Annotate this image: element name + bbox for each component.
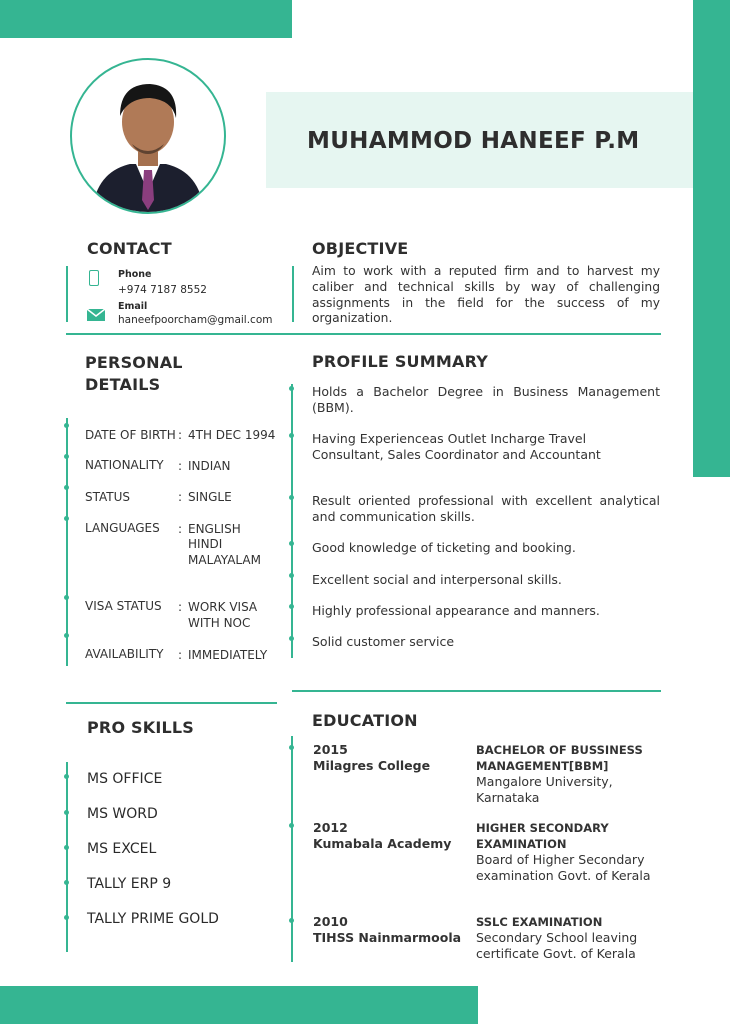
profile-item: Good knowledge of ticketing and booking. bbox=[312, 540, 576, 555]
education-heading: EDUCATION bbox=[312, 711, 418, 730]
profile-item: Having Experienceas Outlet Incharge Travel Consultant, Sales Coordinator and Accountant bbox=[312, 431, 601, 462]
dob-sep: : bbox=[178, 428, 183, 442]
availability-sep: : bbox=[178, 648, 183, 662]
visa-sep: : bbox=[178, 600, 183, 614]
email-icon bbox=[87, 306, 105, 325]
phone-icon bbox=[89, 270, 99, 286]
skill-item: TALLY ERP 9 bbox=[87, 876, 172, 892]
skill-item: MS OFFICE bbox=[87, 771, 163, 787]
edu-detail: Board of Higher Secondary bbox=[476, 852, 645, 867]
profile-photo bbox=[70, 58, 226, 214]
person-photo-icon bbox=[72, 60, 224, 212]
availability-value: IMMEDIATELY bbox=[188, 648, 268, 662]
edu-detail: Secondary School leaving bbox=[476, 930, 638, 945]
languages-sep: : bbox=[178, 522, 183, 536]
profile-vertical-line bbox=[291, 384, 293, 658]
personal-dot bbox=[64, 595, 69, 600]
edu-title: EXAMINATION bbox=[476, 837, 567, 851]
skills-vertical-line bbox=[66, 762, 68, 952]
edu-year: 2012 bbox=[313, 820, 348, 835]
profile-item: Excellent social and interpersonal skills. bbox=[312, 572, 562, 587]
languages-value-3: MALAYALAM bbox=[188, 553, 261, 567]
edu-title: BACHELOR OF BUSSINESS bbox=[476, 743, 643, 757]
profile-dot bbox=[289, 541, 294, 546]
personal-heading-line2: DETAILS bbox=[85, 375, 161, 394]
nationality-label: NATIONALITY bbox=[85, 458, 164, 472]
dob-label: DATE OF BIRTH bbox=[85, 428, 176, 442]
edu-institution: Milagres College bbox=[313, 758, 431, 773]
right-side-bar bbox=[693, 0, 730, 477]
edu-institution: TIHSS Nainmarmoola bbox=[313, 930, 462, 945]
profile-item: Holds a Bachelor Degree in Business Management (BBM). bbox=[312, 384, 660, 415]
skills-dot bbox=[64, 880, 69, 885]
skill-item: MS WORD bbox=[87, 806, 158, 822]
contact-heading: CONTACT bbox=[87, 239, 172, 258]
profile-item: Highly professional appearance and manners. bbox=[312, 603, 600, 618]
skills-dot bbox=[64, 774, 69, 779]
profile-dot bbox=[289, 386, 294, 391]
education-dot bbox=[289, 918, 294, 923]
edu-detail: examination Govt. of Kerala bbox=[476, 868, 651, 883]
contact-separator bbox=[292, 266, 294, 322]
personal-dot bbox=[64, 633, 69, 638]
profile-item: Solid customer service bbox=[312, 634, 455, 649]
profile-dot bbox=[289, 636, 294, 641]
email-label: Email bbox=[118, 301, 148, 312]
candidate-name: MUHAMMOD HANEEF P.M bbox=[307, 128, 640, 154]
skills-dot bbox=[64, 845, 69, 850]
edu-detail: Karnataka bbox=[476, 790, 540, 805]
personal-dot bbox=[64, 454, 69, 459]
contact-divider bbox=[66, 333, 661, 335]
profile-dot bbox=[289, 433, 294, 438]
dob-value: 4TH DEC 1994 bbox=[188, 428, 276, 442]
availability-label: AVAILABILITY bbox=[85, 647, 164, 661]
top-left-bar bbox=[0, 0, 292, 38]
bottom-bar bbox=[0, 986, 478, 1024]
personal-divider bbox=[66, 702, 277, 704]
profile-item: Result oriented professional with excellent analytical and communication skills. bbox=[312, 493, 660, 524]
education-dot bbox=[289, 745, 294, 750]
phone-label: Phone bbox=[118, 269, 152, 280]
profile-dot bbox=[289, 495, 294, 500]
personal-heading-line1: PERSONAL bbox=[85, 353, 183, 372]
skills-heading: PRO SKILLS bbox=[87, 718, 195, 737]
personal-dot bbox=[64, 516, 69, 521]
skill-item: TALLY PRIME GOLD bbox=[87, 911, 219, 927]
status-label: STATUS bbox=[85, 490, 131, 504]
phone-number[interactable]: +974 7187 8552 bbox=[118, 284, 207, 296]
personal-dot bbox=[64, 423, 69, 428]
personal-dot bbox=[64, 485, 69, 490]
objective-heading: OBJECTIVE bbox=[312, 239, 409, 258]
edu-detail: certificate Govt. of Kerala bbox=[476, 946, 636, 961]
edu-title: MANAGEMENT[BBM] bbox=[476, 759, 609, 773]
edu-title: SSLC EXAMINATION bbox=[476, 915, 603, 929]
contact-vertical-line bbox=[66, 266, 68, 322]
edu-title: HIGHER SECONDARY bbox=[476, 821, 609, 835]
edu-detail: Mangalore University, bbox=[476, 774, 613, 789]
skills-dot bbox=[64, 915, 69, 920]
nationality-sep: : bbox=[178, 459, 183, 473]
education-dot bbox=[289, 823, 294, 828]
visa-value-1: WORK VISA bbox=[188, 600, 258, 614]
profile-dot bbox=[289, 573, 294, 578]
status-sep: : bbox=[178, 490, 183, 504]
email-address[interactable]: haneefpoorcham@gmail.com bbox=[118, 314, 273, 326]
edu-year: 2010 bbox=[313, 914, 348, 929]
languages-value-1: ENGLISH bbox=[188, 522, 241, 536]
education-vertical-line bbox=[291, 736, 293, 962]
personal-heading bbox=[85, 352, 183, 396]
profile-heading: PROFILE SUMMARY bbox=[312, 352, 488, 371]
visa-value-2: WITH NOC bbox=[188, 616, 251, 630]
edu-institution: Kumabala Academy bbox=[313, 836, 452, 851]
skills-dot bbox=[64, 810, 69, 815]
profile-dot bbox=[289, 604, 294, 609]
skill-item: MS EXCEL bbox=[87, 841, 157, 857]
languages-value-2: HINDI bbox=[188, 537, 223, 551]
visa-label: VISA STATUS bbox=[85, 599, 162, 613]
status-value: SINGLE bbox=[188, 490, 232, 504]
nationality-value: INDIAN bbox=[188, 459, 231, 473]
profile-divider bbox=[292, 690, 661, 692]
edu-year: 2015 bbox=[313, 742, 348, 757]
objective-text: Aim to work with a reputed firm and to harvest my caliber and technical skills by way of challenging assignments in the field for the success of my organization. bbox=[312, 264, 660, 326]
languages-label: LANGUAGES bbox=[85, 521, 160, 535]
